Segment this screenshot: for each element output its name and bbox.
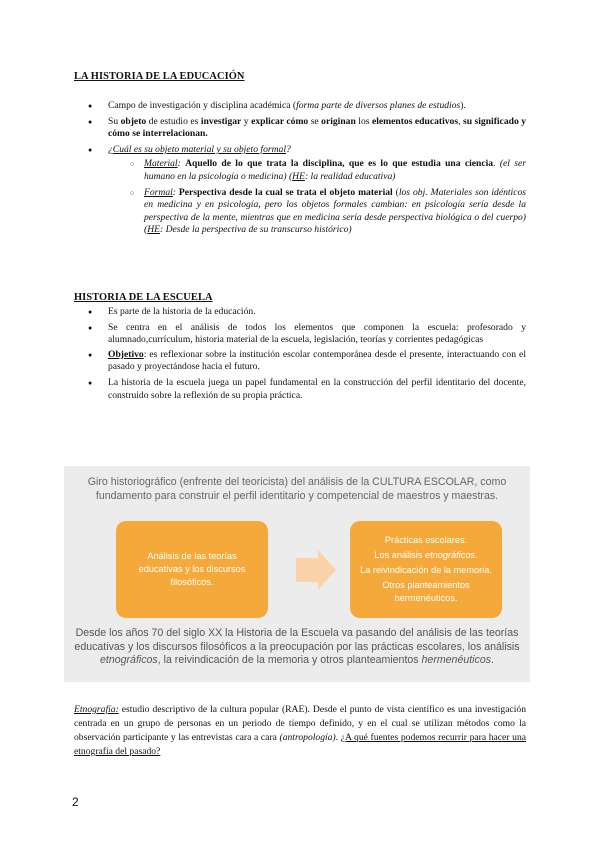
teorias-box: Análisis de las teorías educativas y los discursos filosóficos. [116, 521, 268, 618]
list-item: ● Su objeto de estudio es investigar y explicar cómo se originan los elementos educativos, su significado y cómo se interrelacionan. [74, 116, 526, 141]
sub-list [108, 158, 526, 237]
infographic-title: Giro historiográfico (enfrente del teoricista) del análisis de la CULTURA ESCOLAR, como fundamento para construir el perfil identitario y competencial de maestros y maestras. [87, 476, 507, 502]
list-item: ● La historia de la escuela juega un papel fundamental en la construcción del perfil identitario del docente, construido sobre la reflexión de su propia práctica. [74, 377, 526, 402]
sub-list-item-formal: ○ Formal: Perspectiva desde la cual se trata el objeto material (los obj. Materiales son idénticos en medicina y en psicología, pero los objetos formales cambian: en psicología sería desde la perspectiva de la mente, mientras que en medicina sería desde perspectiva biológica o del cuerpo) (HE: Desde la perspectiva de su transcurso histórico) [108, 187, 526, 237]
sub-list-item-material: ○ Material: Aquello de lo que trata la disciplina, que es lo que estudia una ciencia. (el ser humano en la psicología o medicina) (HE: la realidad educativa) [108, 158, 526, 183]
bullet-list-historia-educacion [74, 100, 526, 237]
list-item: ● ¿Cuál es su objeto material y su objeto formal? ○ Material: Aquello de lo que trata la disciplina, que es lo que estudia una ciencia. (el ser humano en la psicología o medicina) (HE: la realidad educativa) ○ Formal: Perspectiva desde la cual se trata el objeto material (los obj. Materiales son idénticos en medicina y en psicología, pero los objetos formales cambian: en psicología sería desde la perspectiva de la mente, mientras que en medicina sería desde perspectiva biológica o del cuerpo) (HE: Desde la perspectiva de su transcurso histórico) [74, 144, 526, 237]
page-number: 2 [72, 795, 79, 809]
infographic-giro-historiografico [64, 466, 530, 682]
list-item: ● Es parte de la historia de la educación. [74, 306, 526, 319]
section-title-historia-educacion: LA HISTORIA DE LA EDUCACIÓN [74, 71, 245, 82]
list-item: ● Se centra en el análisis de todos los elementos que componen la escuela: profesorado y alumnado,currículum, historia material de la escuela, legislación, teorías y corrientes pedagógicas [74, 322, 526, 347]
practicas-box: Prácticas escolares. Los análisis etnográficos. La reivindicación de la memoria. Otros planteamientos hermenéuticos. [350, 521, 502, 618]
etnografia-paragraph: Etnografía: estudio descriptivo de la cultura popular (RAE). Desde el punto de vista científico es una investigación centrada en un grupo de personas en un periodo de tiempo definido, y en el cual se utilizan métodos como la observación participante y las entrevistas cara a cara (antropología). ¿A qué fuentes podemos recurrir para hacer una etnografía del pasado? [74, 704, 527, 757]
etnografia-question: ¿A qué fuentes podemos recurrir para hacer una etnografía del pasado? [74, 732, 527, 757]
arrow-right-icon [294, 548, 338, 592]
bullet-list-historia-escuela [74, 306, 526, 402]
list-item: ● Campo de investigación y disciplina académica (forma parte de diversos planes de estudios). [74, 100, 526, 113]
section-title-historia-escuela: HISTORIA DE LA ESCUELA [74, 292, 213, 303]
infographic-footer: Desde los años 70 del siglo XX la Historia de la Escuela va pasando del análisis de las teorías educativas y los discursos filosóficos a la preocupación por las prácticas escolares, los análisis etnográficos, la reivindicación de la memoria y otros planteamientos hermenéuticos. [74, 627, 520, 666]
list-item: ● Objetivo: es reflexionar sobre la institución escolar contemporánea desde el presente, interactuando con el pasado y proyectándose hacia el futuro. [74, 349, 526, 374]
